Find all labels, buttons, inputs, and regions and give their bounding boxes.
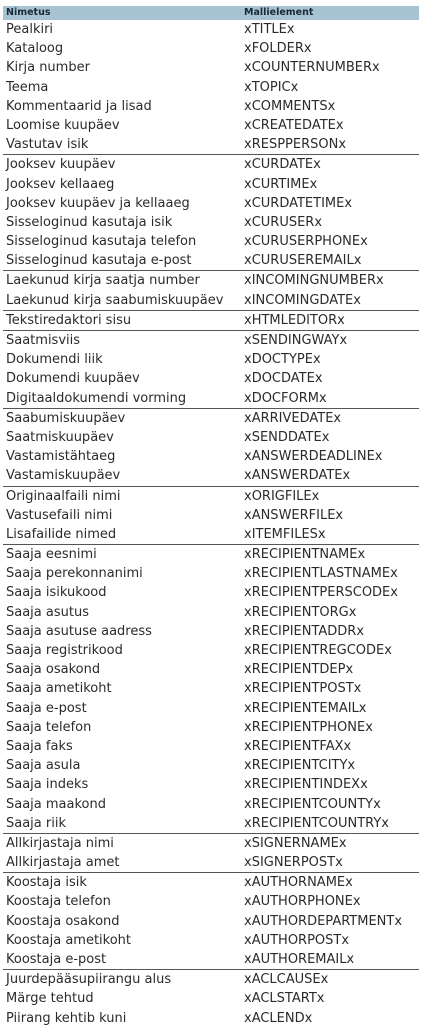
table-row bbox=[3, 931, 419, 950]
field-name-cell: Saaja registrikood bbox=[6, 643, 123, 658]
table-row bbox=[3, 155, 419, 174]
template-element-cell: xRECIPIENTCOUNTYx bbox=[244, 796, 381, 812]
template-element-cell: xAUTHORNAMEx bbox=[244, 875, 353, 891]
field-name-cell: Vastusefaili nimi bbox=[6, 507, 113, 523]
table-row bbox=[3, 950, 419, 969]
field-name-cell: Saaja e-post bbox=[6, 700, 87, 716]
field-name-cell: Jooksev kuupäev ja kellaaeg bbox=[6, 195, 190, 211]
table-body bbox=[3, 20, 419, 1028]
template-element-cell: xFOLDERx bbox=[244, 41, 312, 57]
field-name-cell: Laekunud kirja saatja number bbox=[6, 273, 200, 289]
table-row bbox=[3, 350, 419, 369]
table-row bbox=[3, 232, 419, 251]
template-element-cell: xSENDINGWAYx bbox=[244, 333, 348, 348]
field-name-cell: Kirja number bbox=[6, 60, 90, 76]
field-name-cell: Vastamistähtaeg bbox=[6, 449, 116, 465]
table-row bbox=[3, 756, 419, 775]
template-element-cell: xCURDATEx bbox=[244, 157, 321, 173]
field-name-cell: Saaja riik bbox=[6, 815, 66, 831]
template-element-cell: xRECIPIENTINDEXx bbox=[244, 777, 368, 793]
field-name-cell: Kommentaarid ja lisad bbox=[6, 98, 152, 114]
template-elements-table bbox=[3, 6, 419, 1028]
template-element-cell: xCURTIMEx bbox=[244, 176, 318, 192]
field-name-cell: Jooksev kellaaeg bbox=[6, 176, 115, 192]
template-element-cell: xAUTHORPHONEx bbox=[244, 894, 361, 910]
field-name-cell: Saatmiskuupäev bbox=[6, 429, 114, 445]
field-name-cell: Lisafailide nimed bbox=[6, 526, 117, 542]
field-name-cell: Koostaja telefon bbox=[6, 894, 111, 910]
field-name-cell: Saaja telefon bbox=[6, 719, 92, 735]
table-row bbox=[3, 970, 419, 989]
field-name-cell: Saaja maakond bbox=[6, 796, 107, 812]
field-name-cell: Kataloog bbox=[6, 41, 64, 57]
field-name-cell: Saaja indeks bbox=[6, 777, 89, 793]
table-row bbox=[3, 622, 419, 641]
field-name-cell: Saaja osakond bbox=[6, 662, 101, 678]
table-row bbox=[3, 409, 419, 428]
field-name-cell: Vastamiskuupäev bbox=[6, 468, 121, 484]
table-row bbox=[3, 603, 419, 622]
template-element-cell: xORIGFILEx bbox=[244, 488, 320, 504]
template-element-cell: xRESPPERSONx bbox=[244, 137, 347, 153]
table-row bbox=[3, 545, 419, 564]
field-name-cell: Dokumendi kuupäev bbox=[6, 371, 140, 387]
column-header-element: Mallielement bbox=[244, 7, 314, 18]
field-name-cell: Dokumendi liik bbox=[6, 352, 103, 368]
table-row bbox=[3, 853, 419, 872]
field-name-cell: Vastutav isik bbox=[6, 137, 89, 153]
table-row bbox=[3, 699, 419, 718]
field-name-cell: Digitaaldokumendi vorming bbox=[6, 390, 187, 406]
table-row bbox=[3, 194, 419, 213]
table-row bbox=[3, 583, 419, 602]
template-element-cell: xTITLEx bbox=[244, 22, 295, 37]
field-name-cell: Saaja ametikoht bbox=[6, 681, 112, 697]
field-name-cell: Saatmisviis bbox=[6, 333, 81, 348]
table-row bbox=[3, 428, 419, 447]
field-name-cell: Saaja asula bbox=[6, 758, 81, 774]
template-element-cell: xRECIPIENTPOSTx bbox=[244, 681, 362, 697]
template-element-cell: xRECIPIENTPERSCODEx bbox=[244, 585, 398, 601]
table-row bbox=[3, 912, 419, 931]
template-element-cell: xITEMFILESx bbox=[244, 526, 326, 542]
field-name-cell: Piirang kehtib kuni bbox=[6, 1010, 127, 1026]
template-element-cell: xRECIPIENTDEPx bbox=[244, 662, 354, 678]
template-element-cell: xRECIPIENTREGCODEx bbox=[244, 643, 392, 658]
template-element-cell: xSIGNERPOSTx bbox=[244, 855, 343, 871]
field-name-cell: Originaalfaili nimi bbox=[6, 488, 121, 504]
field-name-cell: Koostaja osakond bbox=[6, 913, 120, 929]
table-row bbox=[3, 564, 419, 583]
field-name-cell: Teema bbox=[6, 79, 49, 95]
table-row bbox=[3, 1009, 419, 1028]
template-element-cell: xRECIPIENTFAXx bbox=[244, 738, 352, 754]
template-element-cell: xTOPICx bbox=[244, 79, 299, 95]
table-row bbox=[3, 213, 419, 232]
template-element-cell: xCOMMENTSx bbox=[244, 98, 336, 114]
template-element-cell: xANSWERDEADLINEx bbox=[244, 449, 383, 465]
field-name-cell: Juurdepääsupiirangu alus bbox=[6, 972, 172, 988]
field-name-cell: Koostaja isik bbox=[6, 875, 87, 891]
template-element-cell: xAUTHORDEPARTMENTx bbox=[244, 913, 403, 929]
table-row bbox=[3, 989, 419, 1008]
field-name-cell: Sisseloginud kasutaja telefon bbox=[6, 234, 197, 250]
column-header-name: Nimetus bbox=[6, 7, 51, 18]
table-row bbox=[3, 369, 419, 388]
table-row bbox=[3, 135, 419, 154]
field-name-cell: Koostaja ametikoht bbox=[6, 932, 132, 948]
template-element-cell: xCURDATETIMEx bbox=[244, 195, 353, 211]
field-name-cell: Sisseloginud kasutaja e-post bbox=[6, 253, 192, 269]
template-element-cell: xRECIPIENTADDRx bbox=[244, 623, 365, 639]
field-name-cell: Saaja eesnimi bbox=[6, 547, 97, 563]
table-row bbox=[3, 175, 419, 194]
template-element-cell: xRECIPIENTORGx bbox=[244, 604, 357, 620]
template-element-cell: xRECIPIENTEMAILx bbox=[244, 700, 367, 716]
table-row bbox=[3, 389, 419, 408]
template-element-cell: xANSWERFILEx bbox=[244, 507, 344, 523]
template-element-cell: xRECIPIENTCITYx bbox=[244, 758, 356, 774]
table-header bbox=[3, 6, 419, 20]
template-element-cell: xINCOMINGNUMBERx bbox=[244, 273, 384, 289]
field-name-cell: Saaja perekonnanimi bbox=[6, 566, 143, 582]
table-row bbox=[3, 737, 419, 756]
table-row bbox=[3, 814, 419, 833]
template-element-cell: xCREATEDATEx bbox=[244, 117, 344, 133]
template-element-cell: xRECIPIENTCOUNTRYx bbox=[244, 815, 389, 831]
template-element-cell: xANSWERDATEx bbox=[244, 468, 351, 484]
template-element-cell: xCURUSERPHONEx bbox=[244, 234, 368, 250]
table-row bbox=[3, 291, 419, 310]
table-row bbox=[3, 58, 419, 77]
table-row bbox=[3, 775, 419, 794]
template-element-cell: xAUTHORPOSTx bbox=[244, 932, 350, 948]
template-element-cell: xDOCTYPEx bbox=[244, 352, 321, 368]
field-name-cell: Loomise kuupäev bbox=[6, 117, 120, 133]
table-row bbox=[3, 20, 419, 39]
table-row bbox=[3, 311, 419, 330]
field-name-cell: Koostaja e-post bbox=[6, 952, 107, 967]
template-element-cell: xCOUNTERNUMBERx bbox=[244, 60, 380, 76]
field-name-cell: Pealkiri bbox=[6, 22, 54, 37]
table-row bbox=[3, 892, 419, 911]
table-row bbox=[3, 506, 419, 525]
table-row bbox=[3, 718, 419, 737]
template-element-cell: xSENDDATEx bbox=[244, 429, 330, 445]
table-row bbox=[3, 271, 419, 290]
field-name-cell: Saaja faks bbox=[6, 738, 73, 754]
table-row bbox=[3, 447, 419, 466]
template-element-cell: xRECIPIENTNAMEx bbox=[244, 547, 366, 563]
table-row bbox=[3, 660, 419, 679]
template-element-cell: xCURUSEREMAILx bbox=[244, 253, 362, 269]
template-element-cell: xACLENDx bbox=[244, 1010, 313, 1026]
table-row bbox=[3, 679, 419, 698]
field-name-cell: Märge tehtud bbox=[6, 991, 94, 1007]
field-name-cell: Saabumiskuupäev bbox=[6, 410, 126, 426]
field-name-cell: Saaja isikukood bbox=[6, 585, 107, 601]
table-row bbox=[3, 116, 419, 135]
table-row bbox=[3, 487, 419, 506]
template-element-cell: xCURUSERx bbox=[244, 214, 323, 230]
template-element-cell: xACLSTARTx bbox=[244, 991, 325, 1007]
template-element-cell: xDOCDATEx bbox=[244, 371, 323, 387]
table-row bbox=[3, 795, 419, 814]
template-element-cell: xACLCAUSEx bbox=[244, 972, 329, 988]
field-name-cell: Allkirjastaja nimi bbox=[6, 835, 114, 851]
field-name-cell: Laekunud kirja saabumiskuupäev bbox=[6, 292, 224, 308]
table-row bbox=[3, 251, 419, 270]
template-element-cell: xSIGNERNAMEx bbox=[244, 835, 347, 851]
template-element-cell: xDOCFORMx bbox=[244, 390, 327, 406]
table-row bbox=[3, 525, 419, 544]
template-element-cell: xRECIPIENTLASTNAMEx bbox=[244, 566, 398, 582]
table-row bbox=[3, 97, 419, 116]
table-row bbox=[3, 641, 419, 660]
field-name-cell: Tekstiredaktori sisu bbox=[6, 312, 132, 328]
table-row bbox=[3, 834, 419, 853]
table-row bbox=[3, 466, 419, 485]
table-row bbox=[3, 78, 419, 97]
field-name-cell: Saaja asutus bbox=[6, 604, 89, 620]
table-row bbox=[3, 873, 419, 892]
template-element-cell: xARRIVEDATEx bbox=[244, 410, 342, 426]
table-row bbox=[3, 39, 419, 58]
template-element-cell: xAUTHOREMAILx bbox=[244, 952, 355, 967]
template-element-cell: xRECIPIENTPHONEx bbox=[244, 719, 373, 735]
template-element-cell: xHTMLEDITORx bbox=[244, 312, 345, 328]
field-name-cell: Sisseloginud kasutaja isik bbox=[6, 214, 173, 230]
table-row bbox=[3, 331, 419, 350]
field-name-cell: Saaja asutuse aadress bbox=[6, 623, 152, 639]
field-name-cell: Allkirjastaja amet bbox=[6, 855, 120, 871]
template-element-cell: xINCOMINGDATEx bbox=[244, 292, 361, 308]
field-name-cell: Jooksev kuupäev bbox=[6, 157, 116, 173]
